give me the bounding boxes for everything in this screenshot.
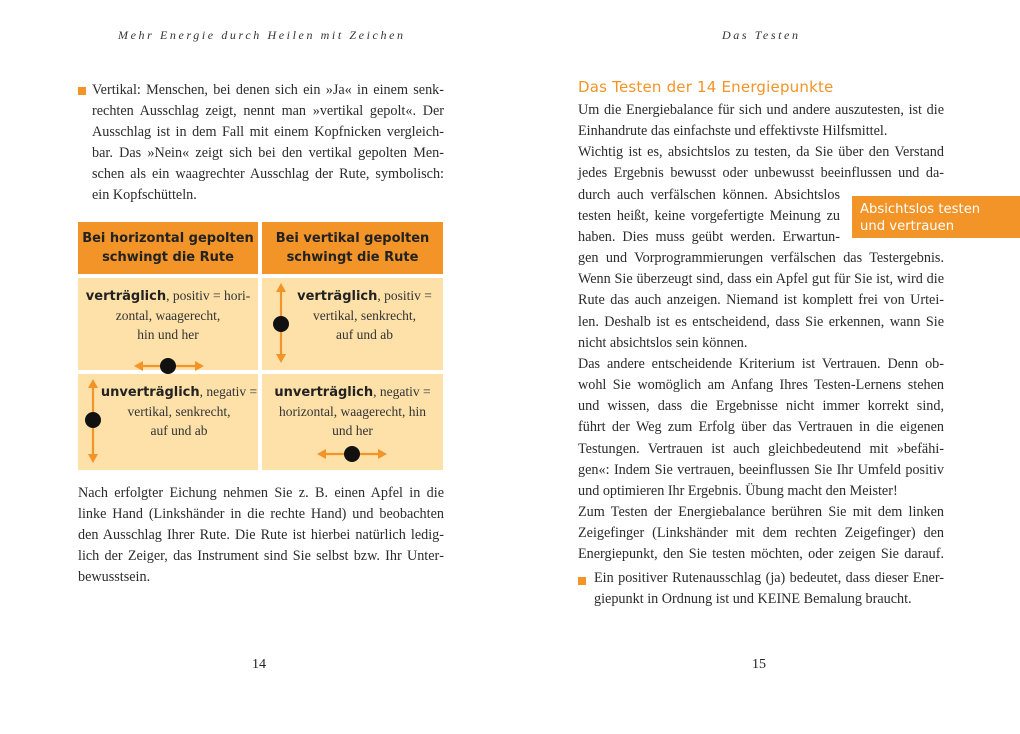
text-line: len. Deshalb ist es entscheidend, dass Sie erkennen, wann Sie	[578, 313, 944, 330]
text-line: Energiepunkt, den Sie testen möchten, oder zeigen Sie darauf.	[578, 546, 944, 563]
text-line: Rute das auch anzeigen. Niemand ist komplett frei von Urtei-	[578, 292, 944, 309]
text-line: Wichtig ist es, absichtslos zu testen, da Sie über den Verstand	[578, 144, 944, 161]
table-header-horizontal	[78, 222, 258, 274]
text-line: Testungen. Vertrauen ist auch gleichbedeutend mit »befähi-	[578, 440, 944, 457]
text-line: haben. Dies muss geübt werden. Erwartun-	[578, 228, 840, 245]
running-head-right: Das Testen	[722, 28, 801, 42]
cell-text: und her	[332, 423, 373, 438]
text-line: Um die Energiebalance für sich und andere auszutesten, ist die	[578, 102, 944, 118]
text-line: Zum Testen der Energiebalance berühren Sie mit dem linken	[578, 503, 944, 520]
bullet-paragraph-positive	[594, 568, 944, 610]
cell-text: horizontal, waagerecht, hin	[279, 404, 426, 419]
cell-text: vertikal, senkrecht,	[127, 404, 231, 419]
cell-text: , positiv = hori-	[166, 288, 251, 303]
bullet-paragraph-text: Vertikal: Menschen, bei denen sich ein »Ja« in einem senkrechten Ausschlag zeigt, nennt man »vertikal gepolt«. Der Ausschlag ist in dem Fall mit einem Kopfnicken vergleichbar. Das »Nein« zeigt sich bei den vertikal gepolten Menschen als ein waagrechter Ausschlag der Rute, symbolisch: ein Kopfschütteln.	[92, 82, 444, 203]
cell-keyword: verträglich	[297, 289, 378, 304]
margin-callout-line2: und vertrauen	[860, 219, 955, 234]
cell-text: auf und ab	[336, 327, 393, 342]
cell-text: vertikal, senkrecht,	[312, 308, 417, 323]
paragraph-text: Nach erfolgter Eichung nehmen Sie z. B. einen Apfel in die linke Hand (Linkshänder in die rechte Hand) und beobachten den Ausschlag Ihrer Rute. Die Rute ist hierbei natürlich lediglich der Zeiger, das Instrument sind Sie selbst bzw. Ihr Unterbewusstsein.	[78, 485, 444, 585]
text-line: Wenn Sie überzeugt sind, dass ein Apfel gut für Sie ist, wird die	[578, 271, 944, 288]
cell-text: , negativ =	[199, 384, 258, 399]
horizontal-swing-arrow-icon	[316, 442, 388, 466]
table-header-vertical-line1: Bei vertikal gepolten	[275, 231, 430, 246]
vertical-swing-arrow-icon	[81, 378, 105, 464]
text-line: Das andere entscheidende Kriterium ist Vertrauen. Denn ob-	[578, 355, 944, 372]
cell-text: zontal, waagerecht,	[115, 308, 221, 323]
table-cell-horizontal-negative	[78, 374, 258, 470]
text-line: und wissen, dass die Ergebnisse nicht immer korrekt sind,	[578, 398, 944, 415]
cell-text: auf und ab	[150, 423, 208, 438]
bullet-square-icon	[578, 577, 586, 585]
text-line: gen«: Indem Sie vertrauen, beeinflussen Sie Ihr Umfeld positiv	[578, 461, 944, 478]
text-line: Ein positiver Rutenausschlag (ja) bedeutet, dass dieser Ener-	[594, 570, 944, 586]
page-number-left: 14	[252, 657, 266, 672]
text-line: durch auch verfälschen können. Absichtslos	[578, 186, 840, 203]
section-heading: Das Testen der 14 Energiepunkte	[578, 78, 834, 96]
text-line: jedes Ergebnis bewusst oder unbewusst beeinflussen und da-	[578, 165, 944, 182]
bullet-paragraph-vertikal	[92, 80, 444, 206]
table-header-horizontal-line1: Bei horizontal gepolten	[82, 231, 254, 246]
cell-keyword: verträglich	[85, 289, 167, 304]
table-cell-horizontal-positive	[78, 278, 258, 370]
table-header-vertical	[262, 222, 443, 274]
cell-keyword: unverträglich	[274, 385, 374, 400]
right-page	[510, 0, 1020, 734]
table-cell-vertical-negative	[262, 374, 443, 470]
text-line: gen und Vorprogrammierungen verfälschen das Testergebnis.	[578, 250, 944, 267]
text-line: Einhandrute das einfachste und effektivste Hilfsmittel.	[578, 123, 888, 140]
margin-callout	[852, 196, 1020, 238]
cell-keyword: unverträglich	[100, 385, 200, 400]
text-line: Zeigefinger (Linkshänder mit dem rechten Zeigefinger) den	[578, 525, 944, 542]
cell-text: , negativ =	[373, 384, 431, 399]
cell-text: hin und her	[137, 327, 199, 342]
text-line: testen heißt, keine vorgefertigte Meinung zu	[578, 207, 840, 224]
text-line: wohl Sie womöglich am Anfang Ihres Testen-Lernens stehen	[578, 377, 944, 394]
table-header-vertical-line2: schwingt die Rute	[286, 250, 419, 265]
text-line: führt der Weg zum Erfolg über das Vertrauen in die eigenen	[578, 419, 944, 436]
margin-callout-line1: Absichtslos testen	[860, 202, 981, 217]
text-line: nicht absichtslos sein können.	[578, 334, 748, 351]
right-body-text	[578, 100, 944, 565]
bullet-square-icon	[78, 87, 86, 95]
page-number-right: 15	[752, 657, 766, 672]
table-header-horizontal-line2: schwingt die Rute	[102, 250, 234, 265]
text-line: und optimieren Ihr Ergebnis. Übung macht den Meister!	[578, 482, 898, 499]
table-cell-vertical-positive	[262, 278, 443, 370]
paragraph-after-table	[78, 483, 444, 588]
text-line: giepunkt in Ordnung ist und KEINE Bemalung braucht.	[594, 591, 912, 607]
cell-text: , positiv =	[377, 288, 432, 303]
polarity-table	[78, 222, 443, 470]
vertical-swing-arrow-icon	[269, 282, 293, 364]
running-head-left: Mehr Energie durch Heilen mit Zeichen	[118, 28, 406, 42]
